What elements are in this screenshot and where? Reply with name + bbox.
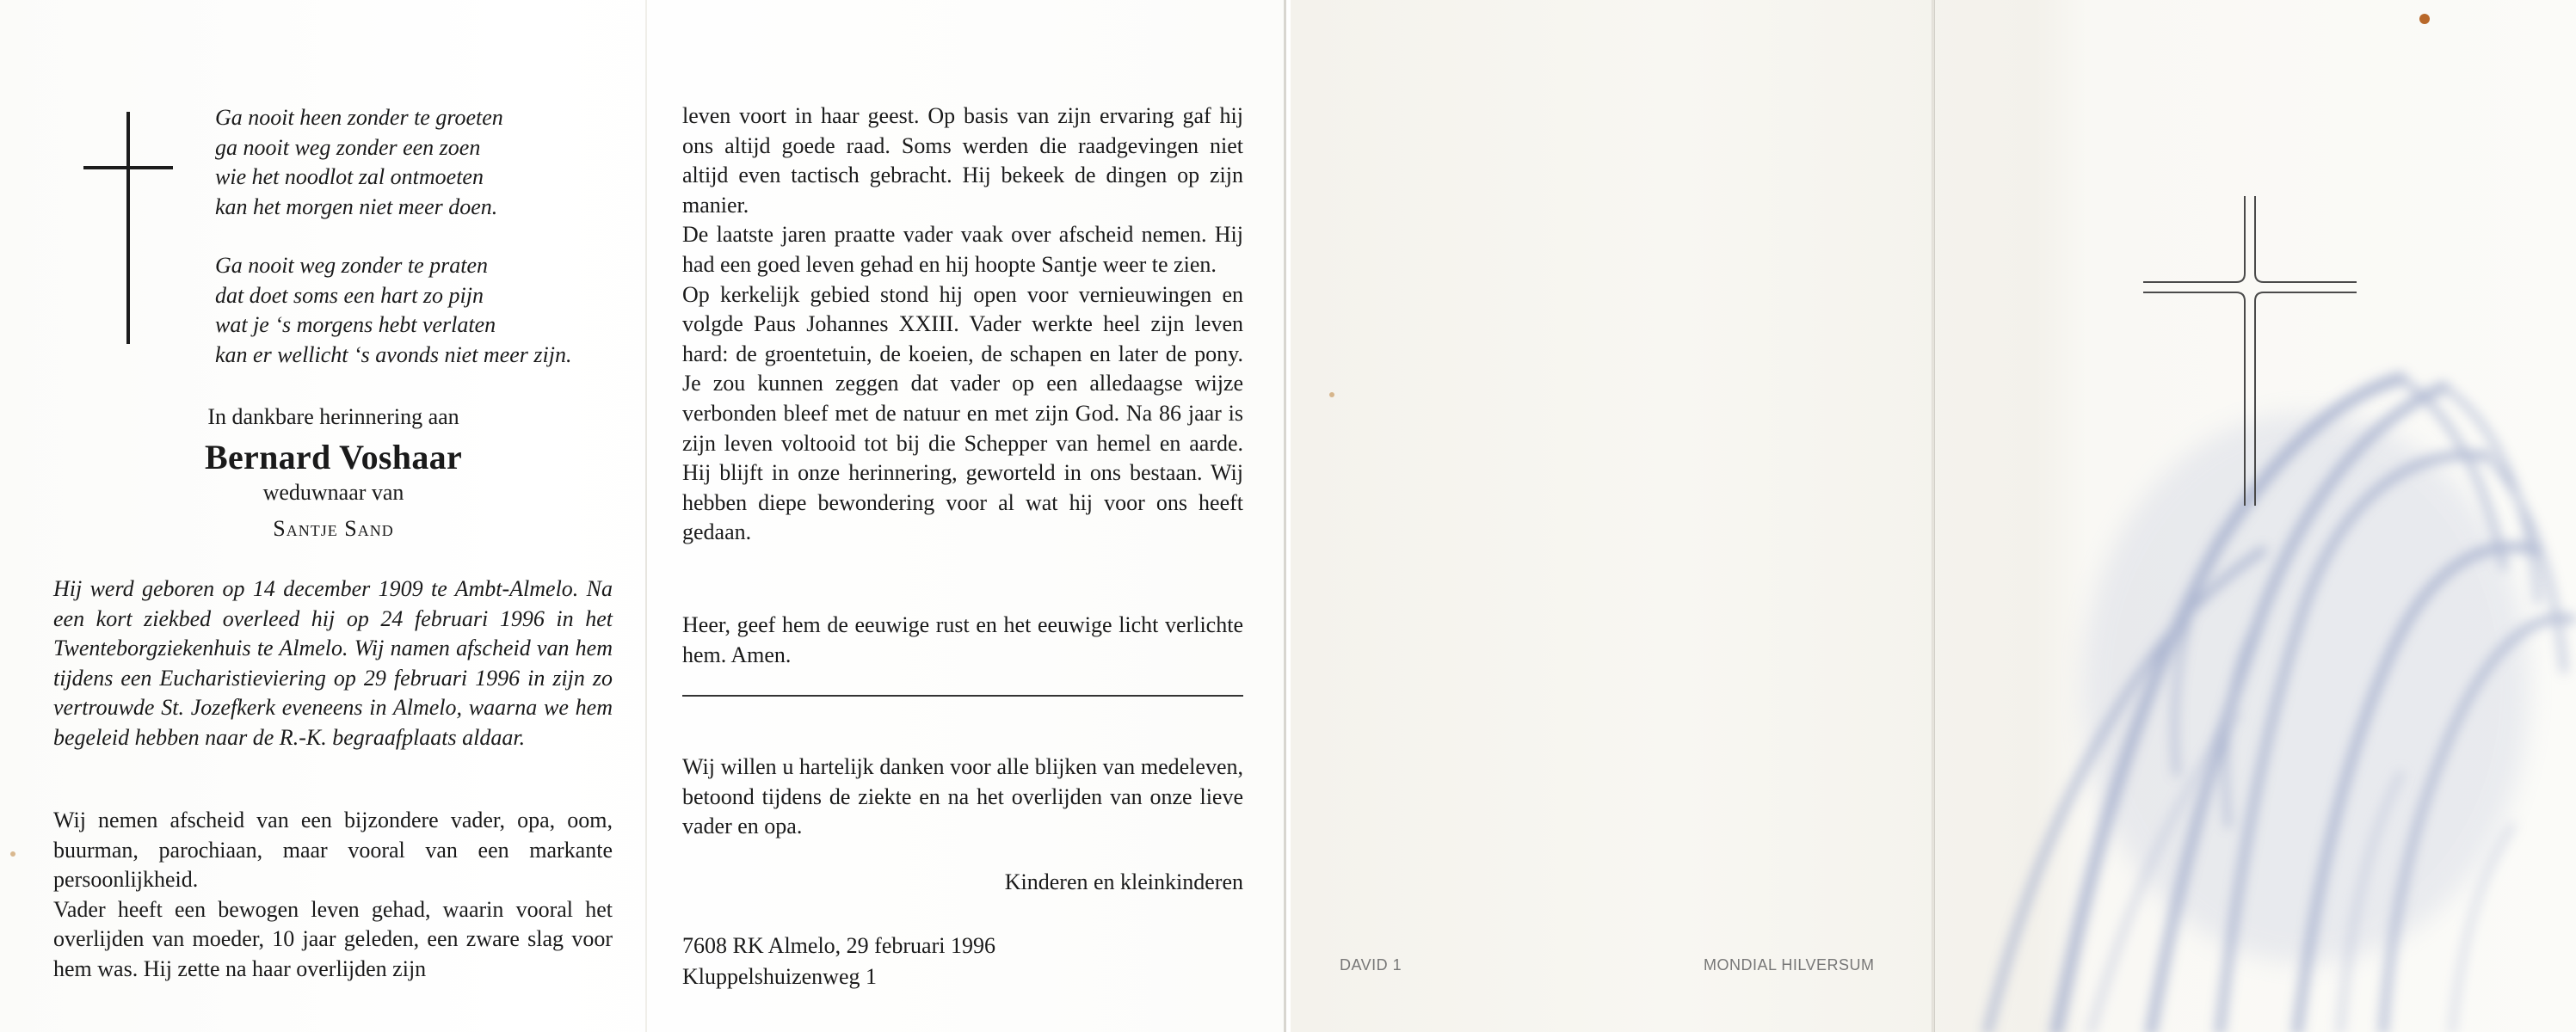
address bbox=[682, 931, 1243, 992]
thanks-paragraph bbox=[682, 752, 1243, 842]
cross-icon bbox=[2138, 196, 2362, 506]
farewell-paragraph: Wij nemen afscheid van een bijzondere vader, opa, oom, buurman, parochiaan, maar vooral van een markante persoonlijkheid. bbox=[53, 808, 613, 893]
dedication-intro: In dankbare herinnering aan bbox=[207, 404, 459, 429]
poem-line: kan het morgen niet meer doen. bbox=[215, 194, 498, 219]
poem-stanza-2 bbox=[215, 251, 628, 370]
poem bbox=[215, 103, 628, 399]
memorial-card-inside bbox=[0, 0, 1286, 1032]
deceased-name: Bernard Voshaar bbox=[205, 438, 462, 476]
farewell-text bbox=[53, 806, 613, 985]
paper-stain bbox=[2419, 14, 2430, 24]
poem-line: Ga nooit weg zonder te praten bbox=[215, 253, 489, 278]
thanks-text: Wij willen u hartelijk danken voor alle blijken van medeleven, betoond tijdens de ziekte en na het overlijden van onze lieve vader en opa. bbox=[682, 754, 1243, 839]
divider bbox=[682, 695, 1243, 697]
address-line: Kluppelshuizenweg 1 bbox=[682, 964, 878, 989]
life-story-paragraph: Op kerkelijk gebied stond hij open voor vernieuwingen en volgde Paus Johannes XXIII. Vader werkte heel zijn leven hard: de groentetuin, de koeien, de schapen en later de pony. Je zou kunnen zeggen dat vader op een alledaagse wijze verbonden bleef met de natuur en met zijn God. Na 86 jaar is zijn leven voltooid tot bij die Schepper van hemel en aarde. Hij blijft in onze herinnering, geworteld in ons bestaan. Wij hebben diepe bewondering voor al wat hij voor ons heeft gedaan. bbox=[682, 281, 1243, 545]
biography-paragraph bbox=[53, 574, 613, 753]
life-story-text bbox=[682, 101, 1243, 548]
print-code: DAVID 1 bbox=[1340, 956, 1402, 974]
poem-line: kan er wellicht ‘s avonds niet meer zijn. bbox=[215, 341, 572, 367]
poem-line: wie het noodlot zal ontmoeten bbox=[215, 164, 484, 189]
prayer-text: Heer, geef hem de eeuwige rust en het eeuwige licht verlichte hem. Amen. bbox=[682, 612, 1243, 667]
biography-text: Hij werd geboren op 14 december 1909 te Ambt-Almelo. Na een kort ziekbed overleed hij op 24 februari 1996 in het Twenteborgziekenhuis te Almelo. Wij namen afscheid van hem tijdens een Eucharistieviering op 29 februari 1996 in zijn zo vertrouwde St. Jozefkerk eveneens in Almelo, waarna we hem begeleid hebben naar de R.-K. begraafplaats aldaar. bbox=[53, 576, 613, 750]
address-line: 7608 RK Almelo, 29 februari 1996 bbox=[682, 933, 995, 958]
fold-line bbox=[1932, 0, 1935, 1032]
poem-line: ga nooit weg zonder een zoen bbox=[215, 134, 481, 160]
prayer bbox=[682, 611, 1243, 670]
poem-line: wat je ‘s morgens hebt verlaten bbox=[215, 312, 496, 337]
cross-icon bbox=[83, 112, 173, 344]
poem-line: dat doet soms een hart zo pijn bbox=[215, 282, 484, 308]
poem-stanza-1 bbox=[215, 103, 628, 222]
paper-stain bbox=[1329, 392, 1334, 397]
spouse-name: Santje Sand bbox=[273, 516, 394, 541]
farewell-paragraph: Vader heeft een bewogen leven gehad, waarin vooral het overlijden van moeder, 10 jaar geleden, een zware slag voor hem was. Hij zette na haar overlijden zijn bbox=[53, 896, 613, 981]
life-story-paragraph: De laatste jaren praatte vader vaak over afscheid nemen. Hij had een goed leven gehad en hij hoopte Santje weer te zien. bbox=[682, 222, 1243, 277]
widower-label: weduwnaar van bbox=[262, 480, 404, 505]
printer-name: MONDIAL HILVERSUM bbox=[1704, 956, 1875, 974]
fold-line bbox=[645, 0, 647, 1032]
poem-line: Ga nooit heen zonder te groeten bbox=[215, 105, 503, 130]
paper-stain bbox=[10, 851, 15, 857]
signoff: Kinderen en kleinkinderen bbox=[1004, 869, 1243, 894]
life-story-paragraph: leven voort in haar geest. Op basis van zijn ervaring gaf hij ons altijd goede raad. Soms werden die raadgevingen niet altijd even tactisch gebracht. Hij bekeek de dingen op zijn manier. bbox=[682, 103, 1243, 218]
